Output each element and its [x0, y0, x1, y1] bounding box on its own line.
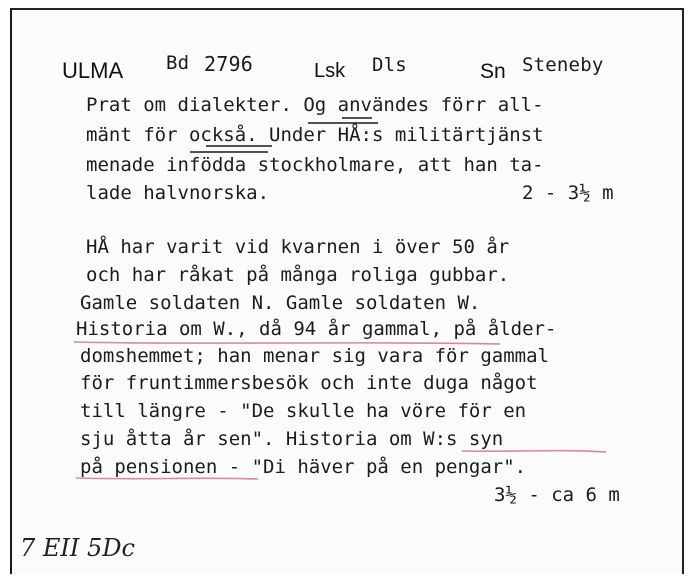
- province-label: Lsk: [314, 60, 346, 82]
- p1-line-4: lade halvnorska.: [86, 182, 270, 204]
- p1-line-3: menade infödda stockholmare, att han ta-: [86, 154, 544, 176]
- archive-label: ULMA: [62, 58, 124, 83]
- underline-historia-w: [74, 342, 500, 344]
- province-value: Dls: [372, 54, 407, 76]
- underline-om-w-syn: [462, 451, 606, 452]
- p2-line-4: Historia om W., då 94 år gammal, på ålder-: [76, 318, 557, 340]
- p2-line-5: domshemmet; han menar sig vara för gammal: [80, 345, 549, 367]
- p2-line-8: sju åtta år sen". Historia om W:s syn: [80, 428, 504, 450]
- p2-line-6: för fruntimmersbesök och inte duga något: [80, 372, 538, 394]
- p1-duration: 2 - 3½ m: [522, 182, 614, 204]
- parish-label: Sn: [480, 60, 506, 83]
- p2-line-9: på pensionen - "Di häver på en pengar".: [80, 456, 527, 478]
- record-number: 2796: [204, 52, 253, 76]
- p1-line-2: mänt för också. Under HÅ:s militärtjänst: [86, 124, 544, 146]
- record-label: Bd: [166, 52, 190, 74]
- parish-value: Steneby: [522, 54, 604, 76]
- underline-pa-pensionen: [76, 478, 258, 479]
- p2-line-7: till längre - "De skulle ha vöre för en: [80, 400, 527, 422]
- p2-duration: 3½ - ca 6 m: [494, 484, 620, 506]
- handwritten-code: 7 EII 5Dc: [20, 534, 135, 562]
- p2-line-1: HÅ har varit vid kvarnen i över 50 år: [86, 236, 510, 258]
- p2-line-3: Gamle soldaten N. Gamle soldaten W.: [80, 292, 481, 314]
- p2-line-2: och har råkat på många roliga gubbar.: [86, 264, 510, 286]
- p1-line-1: Prat om dialekter. Og användes förr all-: [86, 94, 544, 116]
